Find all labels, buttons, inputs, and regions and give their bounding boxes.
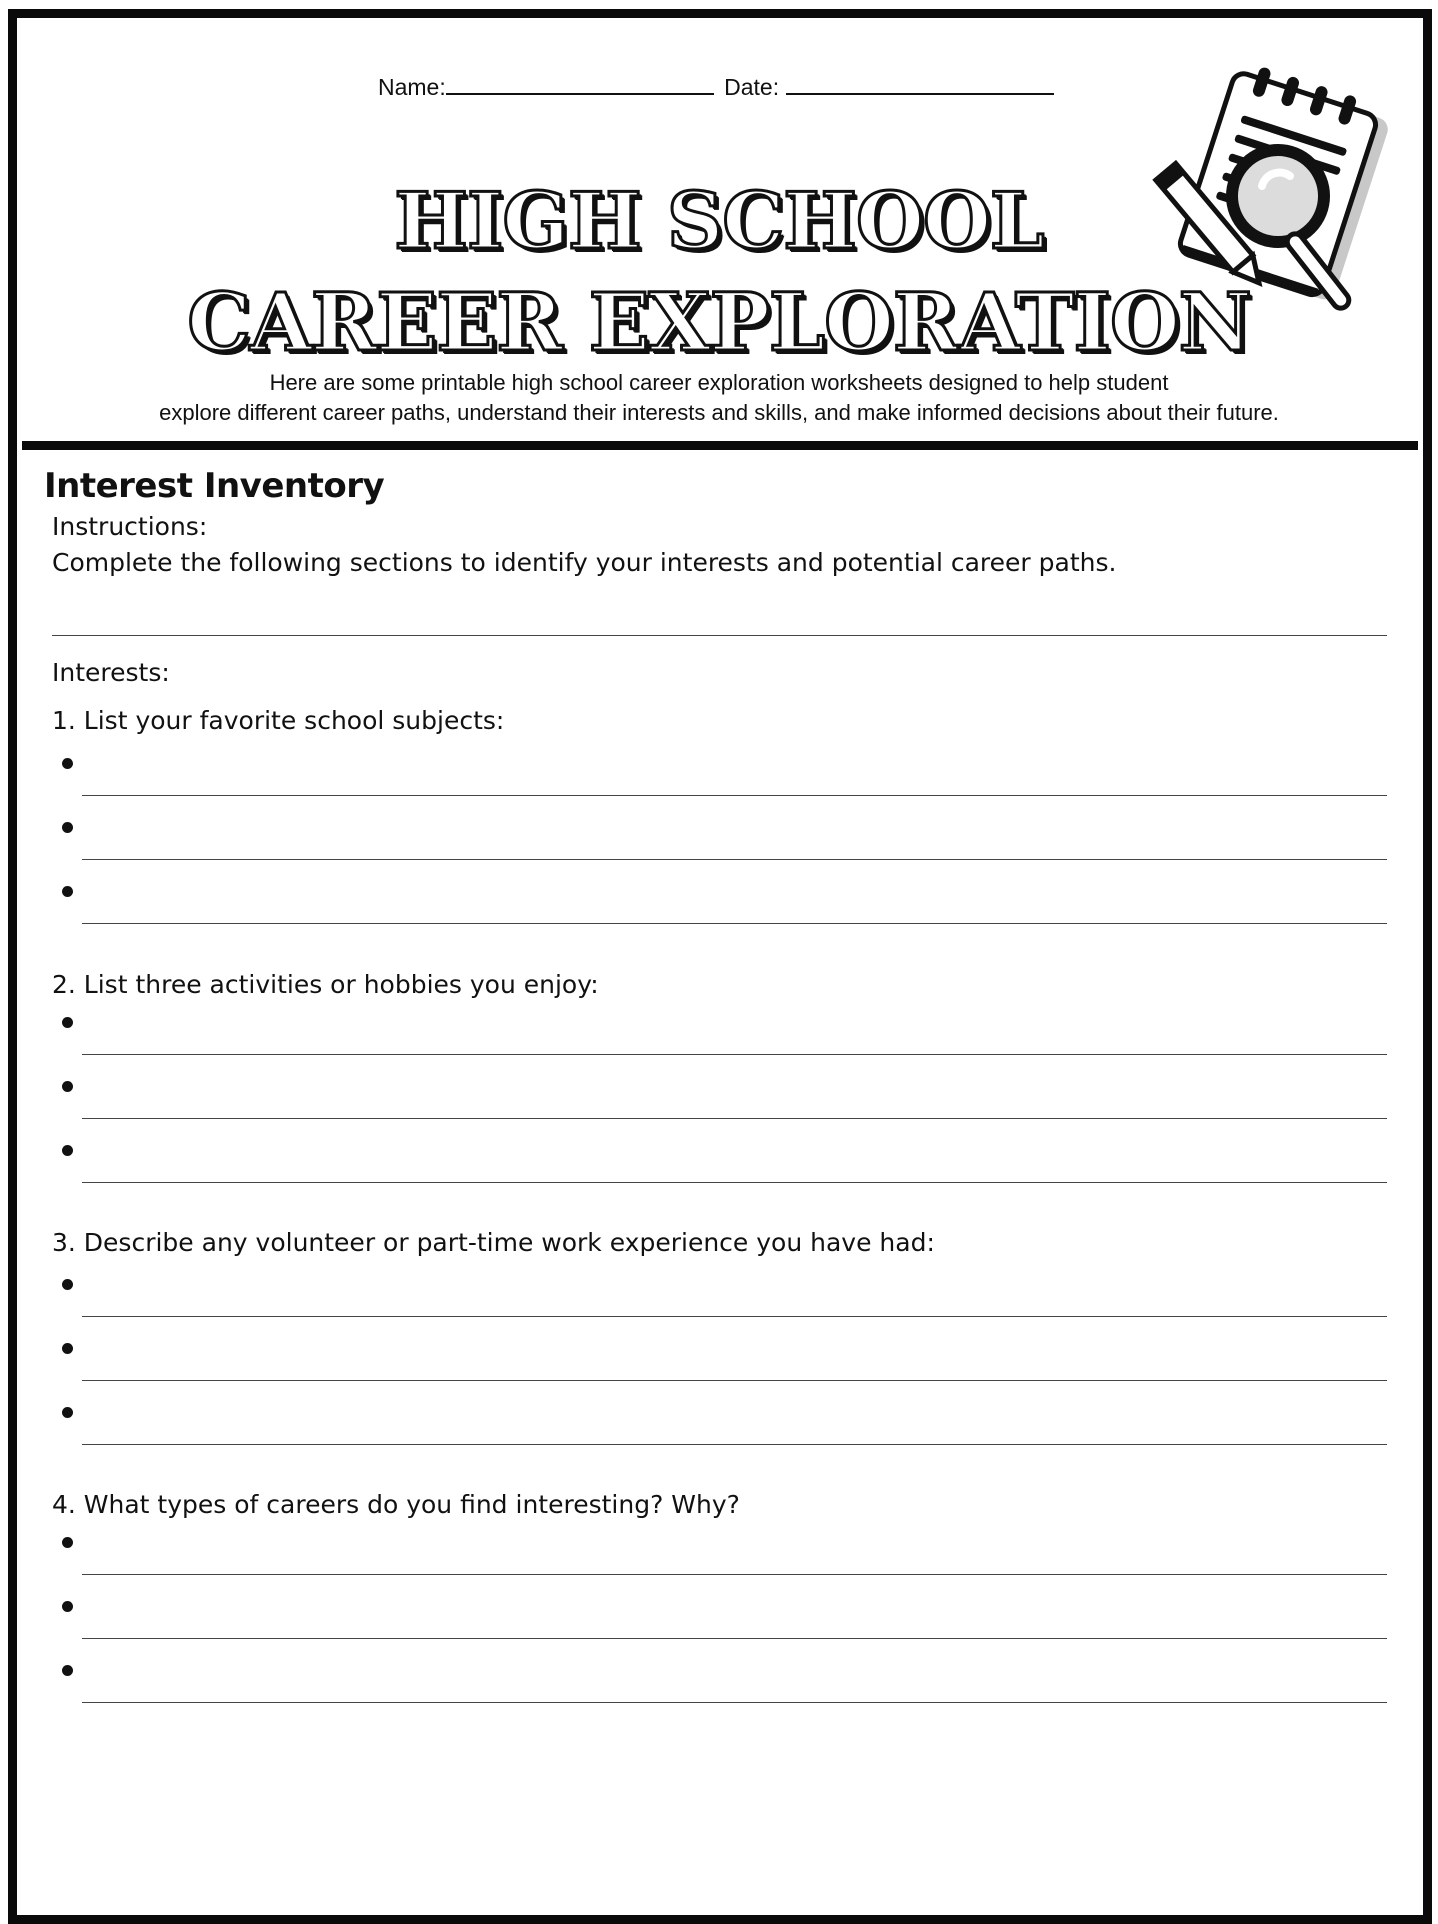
name-field[interactable]	[446, 75, 714, 95]
instructions-text: Complete the following sections to identify your interests and potential career paths.	[52, 548, 1117, 577]
bullet	[62, 1537, 73, 1548]
answer-line[interactable]	[82, 1118, 1387, 1119]
title-line-1: HIGH SCHOOL	[394, 176, 1044, 267]
answer-line[interactable]	[82, 1380, 1387, 1381]
intro-line-2: explore different career paths, understand their interests and skills, and make informed decisions about their future.	[159, 400, 1279, 425]
title-line-2: CAREER EXPLORATION	[187, 275, 1251, 369]
intro-line-1: Here are some printable high school career exploration worksheets designed to help student	[269, 370, 1169, 395]
answer-line[interactable]	[82, 923, 1387, 924]
bullet	[62, 1017, 73, 1028]
bullet	[62, 758, 73, 769]
name-date-row	[378, 74, 1054, 101]
answer-line[interactable]	[82, 859, 1387, 860]
bullet	[62, 1665, 73, 1676]
bullet	[62, 1407, 73, 1418]
answer-line[interactable]	[82, 1182, 1387, 1183]
answer-line[interactable]	[82, 1444, 1387, 1445]
bullet	[62, 1145, 73, 1156]
bullet	[62, 822, 73, 833]
instructions-answer-line[interactable]	[52, 635, 1387, 636]
answer-line[interactable]	[82, 1574, 1387, 1575]
date-field[interactable]	[786, 75, 1054, 95]
date-label: Date:	[724, 74, 780, 100]
answer-line[interactable]	[82, 1702, 1387, 1703]
instructions-label: Instructions:	[52, 512, 208, 541]
question-2: 2. List three activities or hobbies you enjoy:	[52, 970, 599, 999]
question-3: 3. Describe any volunteer or part-time work experience you have had:	[52, 1228, 935, 1257]
bullet	[62, 1343, 73, 1354]
bullet	[62, 1081, 73, 1092]
bullet	[62, 886, 73, 897]
header-divider	[22, 441, 1418, 450]
answer-line[interactable]	[82, 795, 1387, 796]
section-heading: Interest Inventory	[44, 466, 385, 506]
question-1: 1. List your favorite school subjects:	[52, 706, 505, 735]
bullet	[62, 1601, 73, 1612]
name-label: Name:	[378, 74, 446, 100]
answer-line[interactable]	[82, 1316, 1387, 1317]
answer-line[interactable]	[82, 1638, 1387, 1639]
question-4: 4. What types of careers do you find interesting? Why?	[52, 1490, 740, 1519]
interests-label: Interests:	[52, 658, 170, 687]
bullet	[62, 1279, 73, 1290]
answer-line[interactable]	[82, 1054, 1387, 1055]
